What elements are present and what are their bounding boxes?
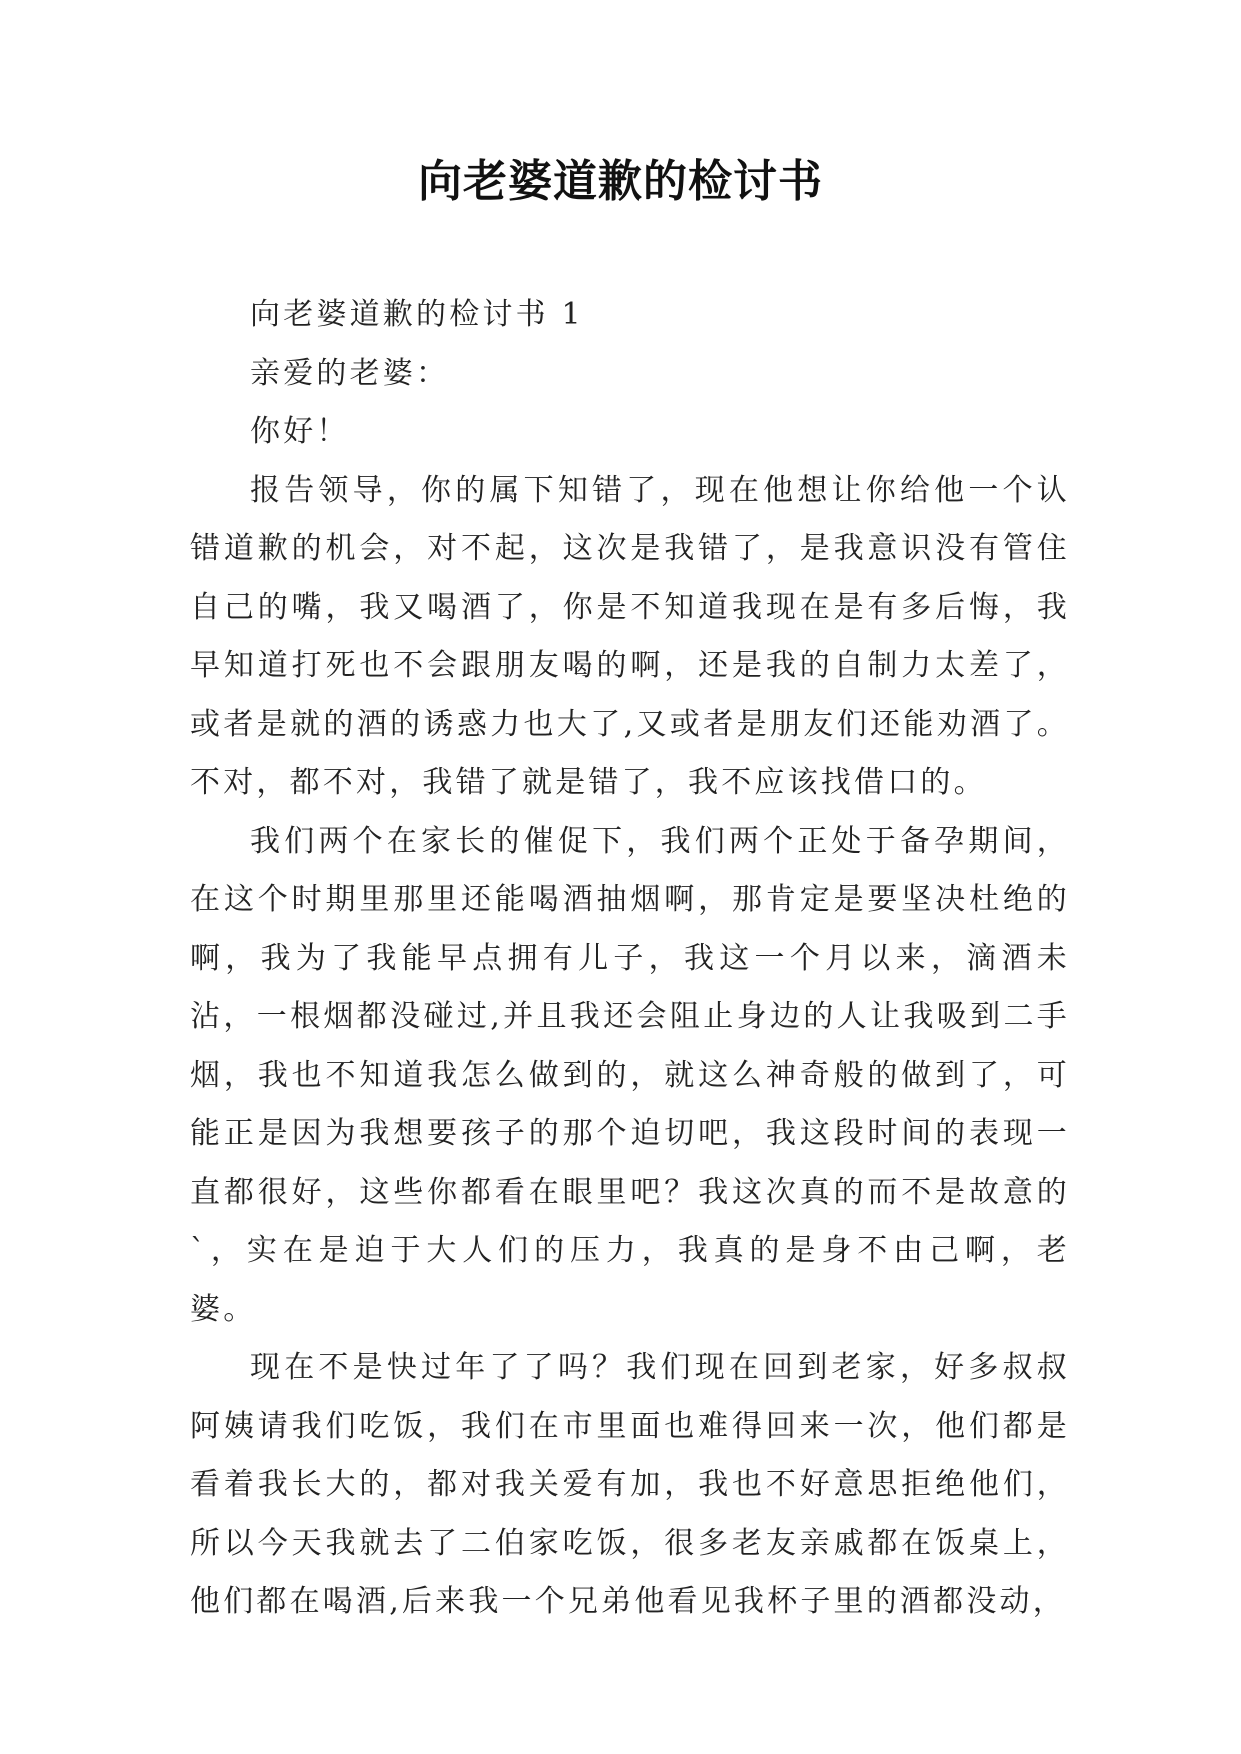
document-body [190, 286, 1070, 1632]
greeting-paragraph: 你好！ [250, 414, 350, 449]
body-paragraph: 报告领导，你的属下知错了，现在他想让你给他一个认错道歉的机会，对不起，这次是我错了，是我意识没有管住自己的嘴，我又喝酒了，你是不知道我现在是有多后悔，我早知道打死也不会跟朋友喝的啊，还是我的自制力太差了，或者是就的酒的诱惑力也大了,又或者是朋友们还能劝酒了。不对，都不对，我错了就是错了，我不应该找借口的。 [190, 472, 1070, 800]
salutation-paragraph: 亲爱的老婆： [250, 355, 450, 391]
body-paragraph: 现在不是快过年了了吗？我们现在回到老家，好多叔叔阿姨请我们吃饭，我们在市里面也难得回来一次，他们都是看着我长大的，都对我关爱有加，我也不好意思拒绝他们，所以今天我就去了二伯家吃饭，很多老友亲戚都在饭桌上，他们都在喝酒,后来我一个兄弟他看见我杯子里的酒都没动， [190, 1350, 1070, 1619]
document-title: 向老婆道歉的检讨书 [418, 156, 823, 207]
heading-paragraph: 向老婆道歉的检讨书 1 [250, 297, 584, 332]
body-paragraph: 我们两个在家长的催促下，我们两个正处于备孕期间，在这个时期里那里还能喝酒抽烟啊，那肯定是要坚决杜绝的啊，我为了我能早点拥有儿子，我这一个月以来，滴酒未沾，一根烟都没碰过,并且我还会阻止身边的人让我吸到二手烟，我也不知道我怎么做到的，就这么神奇般的做到了，可能正是因为我想要孩子的那个迫切吧，我这段时间的表现一直都很好，这些你都看在眼里吧？我这次真的而不是故意的`，实在是迫于大人们的压力，我真的是身不由己啊，老婆。 [190, 823, 1070, 1327]
